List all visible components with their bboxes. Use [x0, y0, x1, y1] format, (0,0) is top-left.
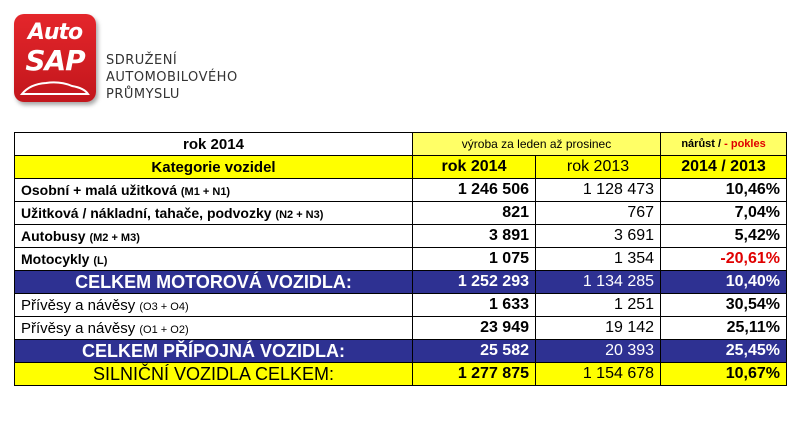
- logo-text-sap: SAP: [25, 44, 85, 77]
- change-header: [661, 133, 787, 156]
- row-label: [15, 294, 413, 317]
- col-2014-header: rok 2014: [413, 156, 536, 179]
- total-label: CELKEM MOTOROVÁ VOZIDLA:: [15, 271, 413, 294]
- row-label-text: Osobní + malá užitková: [21, 182, 177, 198]
- row-label-text: Autobusy: [21, 228, 86, 244]
- organization-name: [106, 52, 238, 103]
- table-row: [15, 179, 787, 202]
- change-value: 30,54%: [661, 294, 787, 317]
- total-row-road-vehicles: [15, 363, 787, 386]
- change-value: 10,40%: [661, 271, 787, 294]
- row-label: [15, 248, 413, 271]
- total-row-motor: [15, 271, 787, 294]
- value-2014: 1 246 506: [413, 179, 536, 202]
- col-2013-header: rok 2013: [536, 156, 661, 179]
- value-2013: 20 393: [536, 340, 661, 363]
- row-label: [15, 202, 413, 225]
- total-row-trailers: [15, 340, 787, 363]
- value-2013: 1 354: [536, 248, 661, 271]
- value-2013: 1 251: [536, 294, 661, 317]
- row-code: (N2 + N3): [275, 209, 324, 221]
- production-table: [14, 132, 787, 386]
- table-row: [15, 202, 787, 225]
- table-row: [15, 225, 787, 248]
- value-2013: 767: [536, 202, 661, 225]
- table-row: [15, 248, 787, 271]
- row-code: (M2 + M3): [89, 232, 140, 244]
- row-label: [15, 225, 413, 248]
- change-value: 5,42%: [661, 225, 787, 248]
- value-2014: 1 075: [413, 248, 536, 271]
- value-2013: 1 134 285: [536, 271, 661, 294]
- row-label: [15, 317, 413, 340]
- row-code: (O1 + O2): [139, 323, 189, 336]
- change-value: -20,61%: [661, 248, 787, 271]
- value-2014: 3 891: [413, 225, 536, 248]
- value-2013: 1 154 678: [536, 363, 661, 386]
- value-2014: 821: [413, 202, 536, 225]
- table-row: [15, 317, 787, 340]
- row-code: (O3 + O4): [139, 300, 189, 313]
- change-value: 10,46%: [661, 179, 787, 202]
- row-label-text: Přívěsy a návěsy: [21, 296, 136, 314]
- logo-text-auto: Auto: [27, 20, 83, 45]
- category-header: Kategorie vozidel: [15, 156, 413, 179]
- value-2014: 25 582: [413, 340, 536, 363]
- car-silhouette-icon: [20, 78, 90, 98]
- table-title: rok 2014: [15, 133, 413, 156]
- change-value: 25,45%: [661, 340, 787, 363]
- row-label-text: Užitková / nákladní, tahače, podvozky: [21, 205, 272, 221]
- value-2013: 3 691: [536, 225, 661, 248]
- value-2014: 1 633: [413, 294, 536, 317]
- col-change-header: 2014 / 2013: [661, 156, 787, 179]
- total-label: SILNIČNÍ VOZIDLA CELKEM:: [15, 363, 413, 386]
- value-2014: 1 277 875: [413, 363, 536, 386]
- value-2014: 1 252 293: [413, 271, 536, 294]
- autosap-logo: [14, 14, 96, 102]
- table-row: [15, 294, 787, 317]
- total-label: CELKEM PŘÍPOJNÁ VOZIDLA:: [15, 340, 413, 363]
- value-2013: 19 142: [536, 317, 661, 340]
- value-2014: 23 949: [413, 317, 536, 340]
- row-code: (M1 + N1): [180, 186, 231, 198]
- change-value: 10,67%: [661, 363, 787, 386]
- row-label-text: Přívěsy a návěsy: [21, 319, 136, 337]
- change-header-b: - pokles: [724, 138, 766, 150]
- org-line-3: PRŮMYSLU: [106, 87, 180, 102]
- value-2013: 1 128 473: [536, 179, 661, 202]
- change-value: 7,04%: [661, 202, 787, 225]
- change-header-a: nárůst /: [681, 138, 725, 150]
- org-line-1: SDRUŽENÍ: [106, 53, 178, 68]
- production-header: výroba za leden až prosinec: [413, 133, 661, 156]
- row-label-text: Motocykly: [21, 251, 90, 267]
- row-label: [15, 179, 413, 202]
- org-line-2: AUTOMOBILOVÉHO: [106, 70, 238, 85]
- change-value: 25,11%: [661, 317, 787, 340]
- row-code: (L): [93, 255, 108, 267]
